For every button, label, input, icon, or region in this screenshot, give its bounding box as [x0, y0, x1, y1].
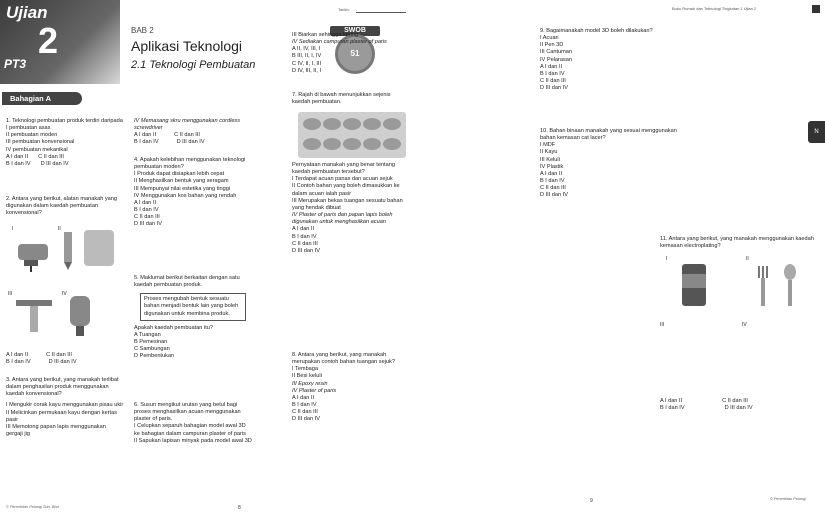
q9-option: II Pen 3D [540, 42, 564, 49]
qr-icon [812, 5, 820, 13]
q4-intro [134, 118, 252, 147]
file-icon [10, 290, 60, 340]
q4-answer: D III dan IV [134, 221, 162, 228]
chisel-icon [60, 226, 120, 274]
q7-answer: C II dan III [292, 240, 318, 247]
q4-option: IV Menggunakan kos bahan yang rendah [134, 192, 237, 199]
q9-option: IV Pelarasan [540, 56, 573, 63]
q9-stem: 9. Bagaimanakah model 3D boleh dilakukan? [540, 28, 653, 34]
q4-option: II Menghasilkan bentuk yang seragam [134, 178, 229, 185]
q7-answer: D III dan IV [292, 247, 320, 254]
q4-intro-answer: A I dan II [134, 132, 157, 139]
q10-stem: 10. Bahan binaan manakah yang sesuai menggunakan bahan kemasan cat lacer? [540, 128, 677, 142]
can-icon [678, 262, 710, 308]
question-3 [6, 377, 124, 438]
q11-answer: B I dan IV [660, 405, 685, 412]
chapter-number: 2 [38, 20, 59, 61]
question-11 [660, 236, 820, 250]
q8-option: I Tembaga [292, 366, 319, 373]
q1-option: IV pembuatan mekanikal [6, 146, 68, 153]
q11-label: IV [742, 322, 747, 328]
question-1 [6, 118, 124, 168]
q4-answer: A I dan II [134, 199, 157, 206]
q2-label: II [58, 226, 61, 232]
q2-answer: B I dan IV [6, 359, 31, 366]
q5-answer: C Sambungan [134, 346, 170, 353]
q4-intro-answer: D III dan IV [176, 139, 205, 146]
q8-option: III Epoxy resin [292, 380, 328, 387]
q7-option: I Terdapat acuan panas dan acuan sejuk [292, 176, 393, 183]
q2-label: III [8, 291, 13, 297]
seal-band: SWOB [330, 26, 380, 36]
q10-answer: D III dan IV [540, 192, 568, 199]
q5-answer: D Pembentukan [134, 353, 175, 360]
question-4 [134, 157, 252, 229]
q9-option: I Acuan [540, 35, 559, 42]
q9-answer: D III dan IV [540, 85, 568, 92]
q6-answer: D IV, III, II, I [292, 67, 322, 74]
question-7 [292, 92, 410, 106]
chapter-label: BAB 2 [131, 26, 154, 35]
q4-answer: B I dan IV [134, 207, 159, 214]
q11-label: III [660, 322, 665, 328]
q5-answer: B Pemesinan [134, 339, 168, 346]
q2-label: IV [62, 291, 67, 297]
q11-stem: 11. Antara yang berikut, yang manakah menggunakan kaedah kemasan electroplating? [660, 236, 814, 250]
mould-tray-image [298, 112, 406, 158]
q5-question: Apakah kaedah pembuatan itu? [134, 324, 213, 331]
q9-answer: A I dan II [540, 63, 563, 70]
cutlery-icon [754, 262, 824, 308]
q6-answer: B III, II, I, IV [292, 53, 322, 60]
footer-publisher-left: © Penerbitan Pelangi Sdn. Bhd. [6, 505, 60, 509]
q11-answer: D III dan IV [724, 405, 753, 412]
q9-answer: B I dan IV [540, 70, 565, 77]
q3-stem: 3. Antara yang berikut, yang manakah terlibat dalam penghasilan produk menggunakan kaedah konvensional? [6, 377, 119, 398]
q6-continued [292, 32, 410, 75]
question-8 [292, 352, 410, 424]
q1-answer: C II dan III [38, 153, 64, 160]
question-5 [134, 275, 252, 361]
q4-option: I Produk dapat disiapkan lebih cepat [134, 171, 225, 178]
q3-option: II Melicinkan permukaan kayu dengan kertas pasir [6, 409, 118, 423]
q8-option: II Besi keluli [292, 373, 322, 380]
q2-label: I [12, 226, 14, 232]
q4-stem: 4. Apakah kelebihan menggunakan teknologi pembuatan moden? [134, 157, 246, 171]
q2-answers [6, 352, 124, 366]
q11-answers [660, 398, 820, 412]
section-label: Bahagian A [2, 92, 82, 105]
q1-option: III pembuatan konvensional [6, 139, 75, 146]
book-title: Buku Rumah dan Teknologi Tingkatan 1 Ujian 2 [672, 6, 757, 11]
q6-answer: C IV, II, I, III [292, 60, 322, 67]
q1-answer: A I dan II [6, 153, 29, 160]
q9-answer: C II dan III [540, 78, 566, 85]
footer-publisher-right: © Penerbitan Pelangi [770, 497, 806, 501]
page-title: Aplikasi Teknologi [131, 38, 243, 54]
exam-code: PT3 [4, 57, 27, 71]
question-2 [6, 196, 124, 217]
q6-option: III Biarkan sehingga kering [292, 32, 359, 38]
q7-statement: Pernyataan manakah yang benar tentang kaedah pembuatan tersebut? [292, 162, 395, 176]
q8-answer: B I dan IV [292, 402, 317, 409]
q4-answer: C II dan III [134, 214, 160, 221]
q5-stem: 5. Maklumat berikut berkaitan dengan satu kaedah pembuatan produk. [134, 275, 240, 289]
q10-option: I MDF [540, 142, 556, 149]
q7-stem: 7. Rajah di bawah menunjukkan sejenis kaedah pembuatan. [292, 92, 391, 106]
q11-answer: A I dan II [660, 398, 683, 404]
q10-option: II Kayu [540, 149, 558, 156]
q6-stem: 6. Susun mengikut urutan yang betul bagi proses menghasilkan acuan menggunakan plaster of paris. [134, 402, 241, 423]
screwdriver-icon [60, 290, 120, 340]
q8-stem: 8. Antara yang berikut, yang manakah merupakan contoh bahan tuangan sejuk? [292, 352, 395, 366]
seal-badge: 51 [335, 34, 375, 74]
page-number-left: 8 [238, 505, 241, 511]
q10-answer: B I dan IV [540, 178, 565, 185]
q1-option: I pembuatan asas [6, 125, 51, 132]
page-number-right: 9 [590, 498, 593, 504]
q7-answer: B I dan IV [292, 233, 317, 240]
q1-option: II pembuatan moden [6, 132, 58, 139]
q9-option: III Cantuman [540, 49, 573, 56]
q10-answer: C II dan III [540, 185, 566, 192]
q10-option: IV Plastik [540, 163, 564, 170]
side-tab-icon: N [808, 121, 825, 143]
q6-option: IV Sediakan campuran plaster of paris [292, 39, 387, 46]
q2-stem: 2. Antara yang berikut, alatan manakah yang digunakan dalam kaedah pembuatan konvensional? [6, 196, 118, 217]
q11-label: II [746, 256, 749, 262]
q1-answer: D III dan IV [40, 160, 69, 167]
q8-option: IV Plaster of paris [292, 387, 337, 394]
q6-answer: A II, IV, III, I [292, 46, 321, 53]
q5-info-box: Proses mengubah bentuk sesuatu bahan menjadi bentuk lain yang boleh digunakan untuk membina produk. [140, 293, 246, 320]
q6-option: I Celupkan separuh bahagian model awal 3D ke bahagian dalam campuran plaster of paris [134, 423, 246, 437]
q10-option: III Keluli [540, 156, 560, 163]
q8-answer: C II dan III [292, 409, 318, 416]
q3-option: III Memotong papan lapis menggunakan gergaji jig [6, 423, 106, 438]
q7-option: II Contoh bahan yang boleh dimasukkan ke dalam acuan ialah pasir [292, 183, 400, 197]
q8-answer: A I dan II [292, 394, 315, 401]
ujian-label: Ujian [6, 3, 48, 22]
q2-answer: A I dan II [6, 352, 29, 358]
q4-intro-text: IV Memasang skru menggunakan cordless screwdriver [134, 118, 241, 132]
q11-answer: C II dan III [722, 398, 748, 404]
q11-label: I [666, 256, 668, 262]
question-6 [134, 402, 252, 445]
q10-answer: A I dan II [540, 170, 563, 177]
q5-answer: A Tuangan [134, 331, 161, 338]
q7-body [292, 162, 410, 255]
q6-option: II Sapukan lapisan minyak pada model awal 3D [134, 437, 252, 444]
q7-answer: A I dan II [292, 226, 315, 233]
jigsaw-icon [10, 226, 60, 274]
q4-intro-answer: C II dan III [174, 132, 200, 139]
q1-stem: 1. Teknologi pembuatan produk terdiri daripada [6, 118, 123, 124]
question-10 [540, 128, 680, 200]
q7-option: III Merupakan bekas tuangan sesuatu bahan yang hendak dibuat [292, 197, 403, 211]
question-9 [540, 28, 670, 92]
q2-answer: D III dan IV [48, 359, 77, 366]
q3-option: I Mengukir corak kayu menggunakan pisau ukir [6, 402, 124, 409]
q2-answer: C II dan III [46, 352, 72, 358]
date-line [356, 12, 406, 13]
date-label: Tarikh: [338, 7, 350, 12]
q8-answer: D III dan IV [292, 416, 320, 423]
page-subtitle: 2.1 Teknologi Pembuatan [131, 59, 256, 71]
q4-option: III Mempunyai nilai estetika yang tinggi [134, 185, 231, 192]
q7-option: IV Plaster of paris dan papan lapis boleh digunakan untuk menghasilkan acuan [292, 212, 393, 226]
q4-intro-answer: B I dan IV [134, 139, 159, 146]
q1-answer: B I dan IV [6, 160, 31, 167]
